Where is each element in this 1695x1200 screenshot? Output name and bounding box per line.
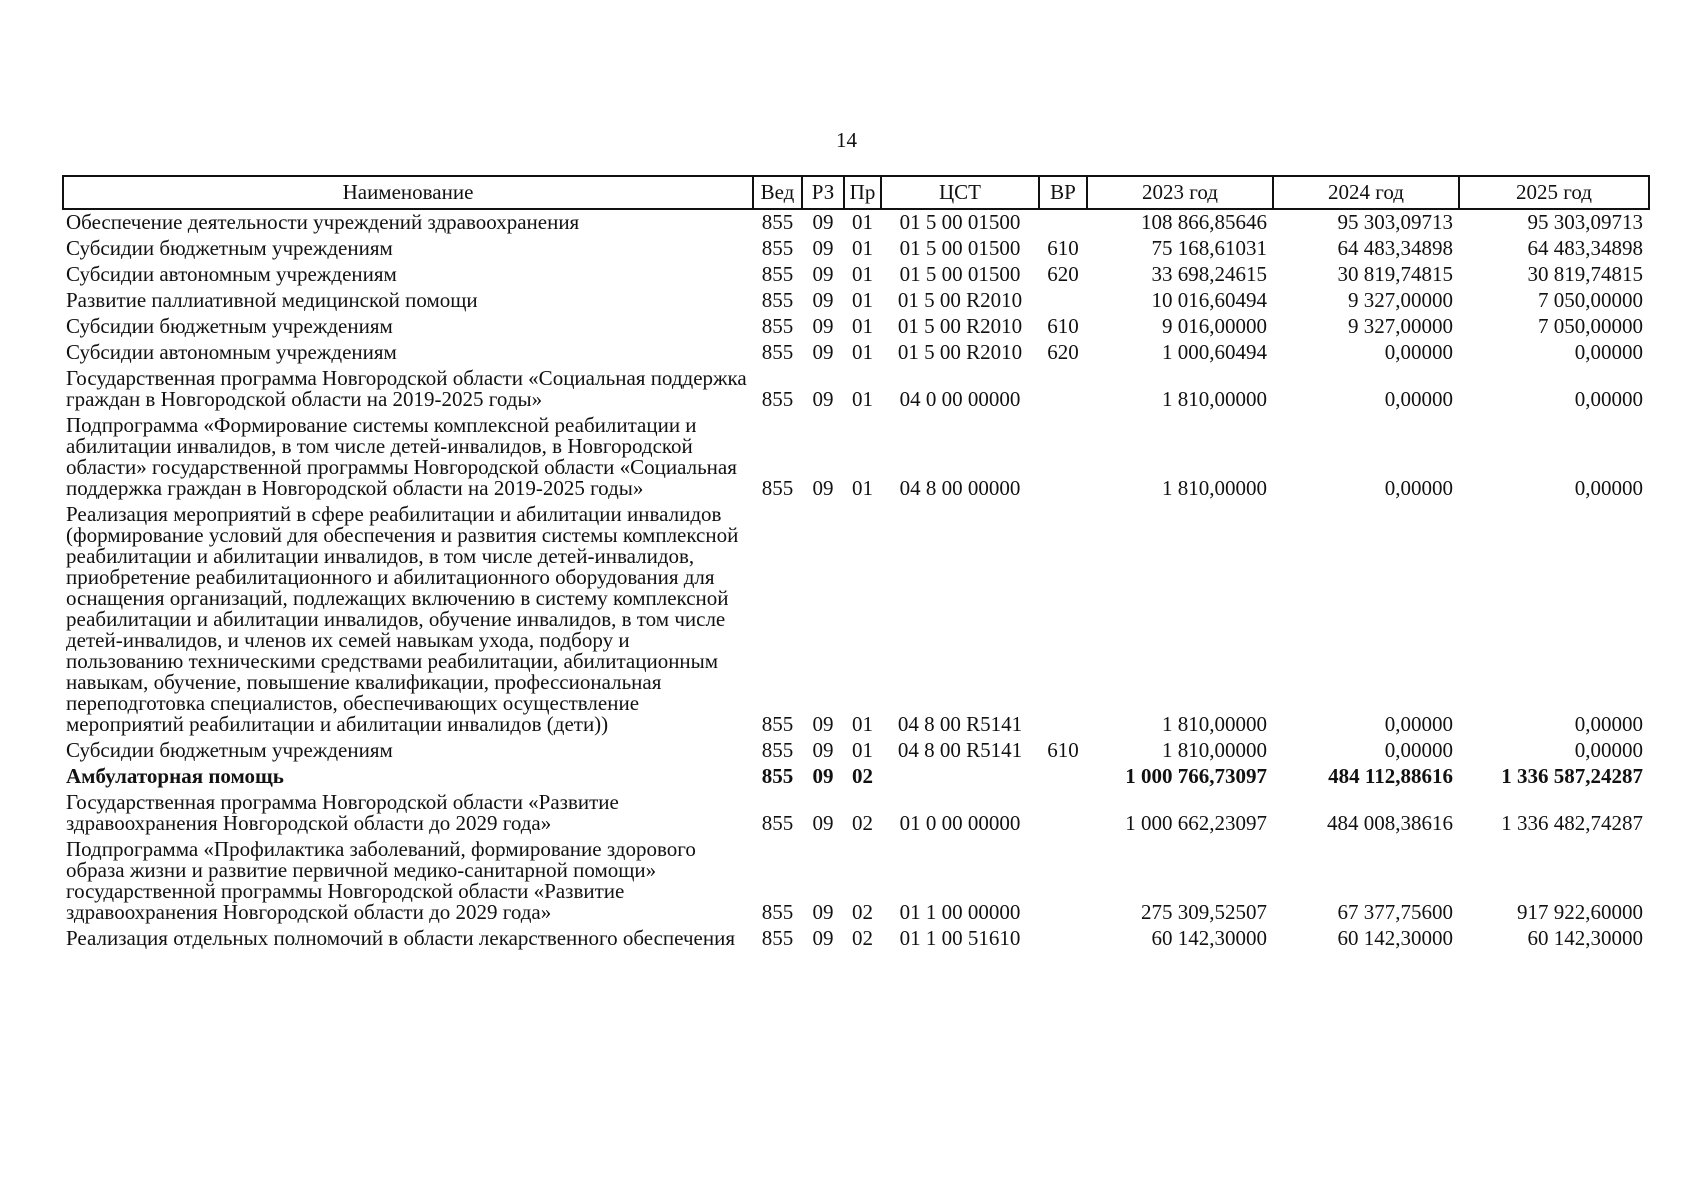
row-pr: 02: [852, 764, 873, 788]
row-2024: 484 112,88616: [1328, 764, 1453, 788]
row-2024: 9 327,00000: [1348, 288, 1453, 312]
header-name: Наименование: [63, 176, 753, 209]
table-row: [63, 236, 1649, 262]
row-ved: 855: [761, 476, 794, 500]
header-2025: 2025 год: [1459, 176, 1649, 209]
row-2023: 1 000,60494: [1162, 340, 1267, 364]
row-2023: 1 810,00000: [1162, 387, 1267, 411]
row-cst: 04 0 00 00000: [899, 387, 1021, 411]
row-2025: 1 336 587,24287: [1501, 764, 1643, 788]
budget-table: [62, 175, 1650, 952]
row-ved: 855: [761, 387, 794, 411]
row-2023: 108 866,85646: [1141, 210, 1267, 234]
table-header: [63, 176, 1649, 209]
row-vr: [1039, 790, 1087, 837]
row-cst: 01 0 00 00000: [899, 811, 1021, 835]
row-2025: 95 303,09713: [1527, 210, 1643, 234]
row-2023: 1 000 766,73097: [1125, 764, 1267, 788]
table-row: [63, 926, 1649, 952]
row-rz: 09: [812, 900, 834, 924]
row-ved: 855: [761, 738, 794, 762]
row-2025: 0,00000: [1574, 387, 1643, 411]
header-vr: ВР: [1039, 176, 1087, 209]
row-ved: 855: [761, 288, 794, 312]
row-2023: 33 698,24615: [1151, 262, 1267, 286]
row-ved: 855: [761, 712, 794, 736]
row-2025: 0,00000: [1574, 476, 1643, 500]
row-vr: [1039, 209, 1087, 236]
row-2024: 0,00000: [1384, 476, 1453, 500]
table-row: [63, 288, 1649, 314]
row-rz: 09: [812, 210, 834, 234]
row-cst: 04 8 00 R5141: [897, 738, 1023, 762]
row-rz: 09: [812, 288, 834, 312]
row-2023: 275 309,52507: [1141, 900, 1267, 924]
row-pr: 01: [852, 236, 873, 260]
row-name: Субсидии бюджетным учреждениям: [66, 738, 393, 762]
row-name: Амбулаторная помощь: [66, 764, 284, 788]
row-rz: 09: [812, 811, 834, 835]
row-2025: 64 483,34898: [1527, 236, 1643, 260]
row-name: Субсидии бюджетным учреждениям: [66, 314, 393, 338]
row-vr: 620: [1047, 262, 1079, 286]
row-rz: 09: [812, 764, 834, 788]
row-rz: 09: [812, 236, 834, 260]
row-cst: 01 1 00 00000: [899, 900, 1021, 924]
row-2023: 9 016,00000: [1162, 314, 1267, 338]
table-row: [63, 340, 1649, 366]
row-rz: 09: [812, 314, 834, 338]
table-row: [63, 366, 1649, 413]
row-2024: 484 008,38616: [1327, 811, 1453, 835]
row-ved: 855: [761, 926, 794, 950]
row-2025: 60 142,30000: [1527, 926, 1643, 950]
table-row: [63, 209, 1649, 236]
row-2023: 75 168,61031: [1151, 236, 1267, 260]
row-ved: 855: [761, 314, 794, 338]
row-pr: 01: [852, 262, 873, 286]
row-name: Реализация отдельных полномочий в области лекарственного обеспечения: [66, 926, 735, 950]
row-vr: [1039, 502, 1087, 738]
row-ved: 855: [761, 764, 794, 788]
header-cst: ЦСТ: [881, 176, 1039, 209]
row-2024: 0,00000: [1384, 738, 1453, 762]
row-cst: 01 5 00 01500: [899, 236, 1021, 260]
header-2024: 2024 год: [1273, 176, 1459, 209]
row-cst: 01 5 00 R2010: [897, 314, 1023, 338]
row-2024: 60 142,30000: [1337, 926, 1453, 950]
row-2025: 0,00000: [1574, 738, 1643, 762]
row-2024: 9 327,00000: [1348, 314, 1453, 338]
row-2025: 7 050,00000: [1538, 314, 1643, 338]
row-2025: 0,00000: [1574, 712, 1643, 736]
row-rz: 09: [812, 387, 834, 411]
table-row: [63, 738, 1649, 764]
row-2024: 0,00000: [1384, 340, 1453, 364]
header-ved: Вед: [753, 176, 802, 209]
row-name: Реализация мероприятий в сфере реабилитации и абилитации инвалидов (формирование условий для обеспечения и развития системы комплексной реабилитации и абилитации инвалидов, в том числе детей-инвалидов, приобретение реабилитационного и абилитационного оборудования для оснащения организаций, подлежащих включению в систему комплексной реабилитации и абилитации инвалидов, обучение инвалидов, в том числе детей-инвалидов, и членов их семей навыкам ухода, подбору и пользованию техническими средствами реабилитации, абилитационным навыкам, обучение, повышение квалификации, профессиональная переподготовка специалистов, обеспечивающих осуществление мероприятий реабилитации и абилитации инвалидов (дети)): [66, 502, 739, 736]
header-pr: Пр: [844, 176, 881, 209]
page-number: 14: [836, 128, 857, 152]
row-vr: 610: [1047, 738, 1079, 762]
row-name: Субсидии автономным учреждениям: [66, 262, 397, 286]
row-2023: 10 016,60494: [1151, 288, 1267, 312]
header-2023: 2023 год: [1087, 176, 1273, 209]
row-ved: 855: [761, 811, 794, 835]
row-name: Субсидии бюджетным учреждениям: [66, 236, 393, 260]
table-row: [63, 790, 1649, 837]
row-ved: 855: [761, 236, 794, 260]
row-name: Подпрограмма «Формирование системы комплексной реабилитации и абилитации инвалидов, в том числе детей-инвалидов, в Новгородской области» государственной программы Новгородской области «Социальная поддержка граждан в Новгородской области на 2019-2025 годы»: [66, 413, 737, 500]
row-ved: 855: [761, 262, 794, 286]
header-rz: РЗ: [802, 176, 844, 209]
row-2023: 60 142,30000: [1151, 926, 1267, 950]
row-pr: 01: [852, 476, 873, 500]
row-vr: 610: [1047, 236, 1079, 260]
row-pr: 02: [852, 811, 873, 835]
row-vr: [1039, 926, 1087, 952]
table-row: [63, 837, 1649, 926]
row-2025: 0,00000: [1574, 340, 1643, 364]
row-rz: 09: [812, 476, 834, 500]
row-pr: 01: [852, 712, 873, 736]
row-2023: 1 810,00000: [1162, 738, 1267, 762]
row-2023: 1 000 662,23097: [1125, 811, 1267, 835]
row-pr: 01: [852, 340, 873, 364]
row-2023: 1 810,00000: [1162, 712, 1267, 736]
row-rz: 09: [812, 262, 834, 286]
row-2025: 7 050,00000: [1538, 288, 1643, 312]
row-cst: 01 5 00 R2010: [897, 288, 1023, 312]
row-ved: 855: [761, 900, 794, 924]
row-pr: 01: [852, 210, 873, 234]
row-pr: 01: [852, 288, 873, 312]
row-2024: 0,00000: [1384, 387, 1453, 411]
row-name: Государственная программа Новгородской области «Социальная поддержка граждан в Новгородской области на 2019-2025 годы»: [66, 366, 747, 411]
row-vr: [1039, 288, 1087, 314]
row-2024: 0,00000: [1384, 712, 1453, 736]
row-name: Субсидии автономным учреждениям: [66, 340, 397, 364]
row-vr: [1039, 413, 1087, 502]
row-name: Обеспечение деятельности учреждений здравоохранения: [66, 210, 580, 234]
row-2023: 1 810,00000: [1162, 476, 1267, 500]
row-2025: 1 336 482,74287: [1501, 811, 1643, 835]
table-row: [63, 413, 1649, 502]
row-cst: [881, 764, 1039, 790]
row-2024: 95 303,09713: [1337, 210, 1453, 234]
table-row-section: [63, 764, 1649, 790]
row-vr: 610: [1047, 314, 1079, 338]
row-rz: 09: [812, 738, 834, 762]
table-body: [63, 209, 1649, 952]
row-name: Подпрограмма «Профилактика заболеваний, формирование здорового образа жизни и развитие первичной медико-санитарной помощи» государственной программы Новгородской области «Развитие здравоохранения Новгородской области до 2029 года»: [66, 837, 696, 924]
row-ved: 855: [761, 210, 794, 234]
table-row: [63, 262, 1649, 288]
row-vr: [1039, 837, 1087, 926]
row-rz: 09: [812, 340, 834, 364]
row-pr: 01: [852, 387, 873, 411]
row-2024: 64 483,34898: [1337, 236, 1453, 260]
table-row: [63, 502, 1649, 738]
row-name: Развитие паллиативной медицинской помощи: [66, 288, 478, 312]
row-cst: 04 8 00 R5141: [897, 712, 1023, 736]
row-cst: 01 5 00 01500: [899, 210, 1021, 234]
row-ved: 855: [761, 340, 794, 364]
row-pr: 01: [852, 314, 873, 338]
row-vr: [1039, 764, 1087, 790]
row-cst: 04 8 00 00000: [899, 476, 1021, 500]
row-pr: 01: [852, 738, 873, 762]
row-vr: 620: [1047, 340, 1079, 364]
row-2025: 917 922,60000: [1517, 900, 1643, 924]
row-cst: 01 1 00 51610: [899, 926, 1021, 950]
row-cst: 01 5 00 01500: [899, 262, 1021, 286]
row-rz: 09: [812, 712, 834, 736]
row-pr: 02: [852, 900, 873, 924]
row-rz: 09: [812, 926, 834, 950]
row-name: Государственная программа Новгородской области «Развитие здравоохранения Новгородской области до 2029 года»: [66, 790, 619, 835]
row-cst: 01 5 00 R2010: [897, 340, 1023, 364]
row-2024: 30 819,74815: [1337, 262, 1453, 286]
row-pr: 02: [852, 926, 873, 950]
row-2025: 30 819,74815: [1527, 262, 1643, 286]
row-vr: [1039, 366, 1087, 413]
table-row: [63, 314, 1649, 340]
row-2024: 67 377,75600: [1337, 900, 1453, 924]
